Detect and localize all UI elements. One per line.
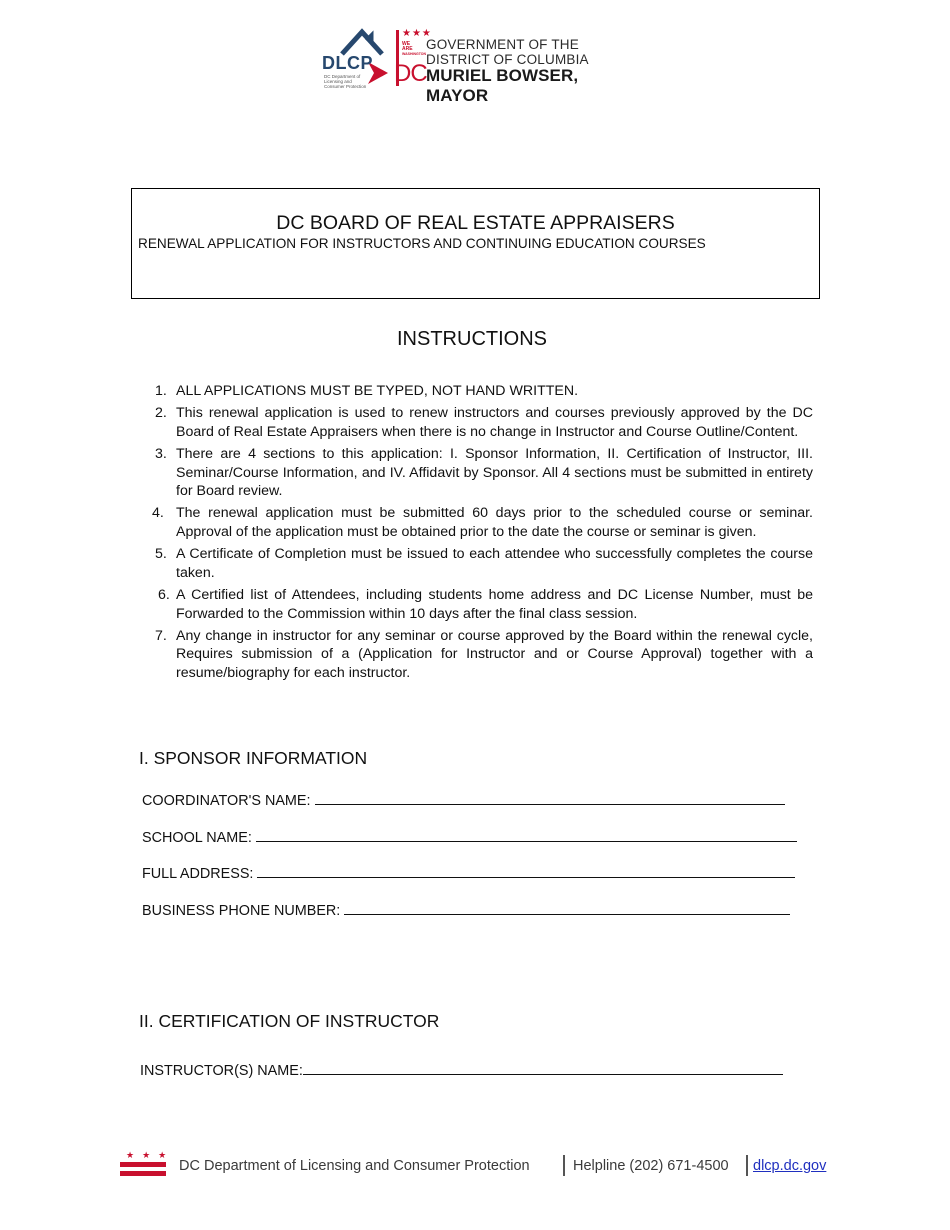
board-title: DC BOARD OF REAL ESTATE APPRAISERS (276, 212, 675, 234)
instructor-section-heading: II. CERTIFICATION OF INSTRUCTOR (139, 1011, 440, 1031)
full-address-line[interactable] (257, 863, 795, 878)
washington-text: WASHINGTON (402, 52, 427, 56)
dlcp-government-logo (322, 26, 642, 105)
title-box (131, 188, 820, 299)
flag-stars: ★★★ (126, 1150, 175, 1160)
government-line-2: DISTRICT OF COLUMBIA (426, 52, 589, 67)
footer-separator (563, 1155, 565, 1176)
item-text: Any change in instructor for any seminar or course approved by the Board within the renewal cycle, Requires submission of a (Application for Instructor and or Course Approval) together with a resume/biography for each instructor. (176, 627, 813, 681)
item-number: 5. (155, 546, 167, 563)
business-phone-field[interactable] (142, 900, 790, 919)
instructions-heading: INSTRUCTIONS (397, 328, 547, 350)
flag-bar-bottom (120, 1171, 166, 1176)
government-line-1: GOVERNMENT OF THE (426, 37, 579, 52)
item-text: A Certificate of Completion must be issued to each attendee who successfully completes the course taken. (176, 546, 813, 581)
business-phone-line[interactable] (344, 900, 790, 915)
we-are-text: WE ARE (402, 41, 413, 52)
item-number: 2. (155, 405, 167, 422)
item-number: 7. (155, 627, 167, 644)
item-text: ALL APPLICATIONS MUST BE TYPED, NOT HAND WRITTEN. (176, 383, 579, 399)
footer-website-link[interactable]: dlcp.dc.gov (753, 1158, 827, 1174)
item-number: 4. (152, 505, 164, 522)
coordinator-name-field[interactable] (142, 790, 785, 809)
dlcp-wordmark: DLCP (322, 53, 373, 73)
item-text: A Certified list of Attendees, including students home address and DC License Number, must be Forwarded to the Commission within 10 days after the final class session. (176, 586, 813, 622)
item-number: 3. (155, 445, 167, 462)
school-name-line[interactable] (256, 827, 797, 842)
dlcp-subtext: DC Department of Licensing and Consumer Protection (324, 74, 367, 89)
stars-icon: ★★★ (402, 28, 432, 39)
instruction-item (151, 382, 813, 401)
instruction-item (151, 445, 813, 501)
business-phone-label: BUSINESS PHONE NUMBER: (142, 903, 341, 919)
instruction-item (151, 545, 813, 582)
instruction-item (151, 627, 813, 683)
item-text: This renewal application is used to renew instructors and courses previously approved by the DC Board of Real Estate Appraisers when there is no change in Instructor and Course Outline/Content. (176, 405, 813, 440)
instructor-name-line[interactable] (303, 1060, 783, 1075)
item-text: The renewal application must be submitted 60 days prior to the scheduled course or seminar. Approval of the application must be obtained prior to the date the course or seminar is given. (176, 505, 813, 540)
school-name-label: SCHOOL NAME: (142, 830, 252, 846)
instruction-item (151, 586, 813, 623)
instructions-list (151, 382, 813, 686)
we-are-washington (402, 41, 427, 57)
flag-bar-top (120, 1162, 166, 1167)
coordinator-name-label: COORDINATOR'S NAME: (142, 793, 311, 809)
footer-separator (746, 1155, 748, 1176)
item-number: 1. (155, 383, 167, 399)
application-subtitle: RENEWAL APPLICATION FOR INSTRUCTORS AND CONTINUING EDUCATION COURSES (138, 236, 706, 251)
sponsor-section-heading: I. SPONSOR INFORMATION (139, 748, 368, 768)
footer-helpline: Helpline (202) 671-4500 (573, 1158, 729, 1174)
footer-department: DC Department of Licensing and Consumer Protection (179, 1158, 530, 1174)
full-address-field[interactable] (142, 863, 795, 882)
coordinator-name-line[interactable] (315, 790, 785, 805)
item-number: 6. (158, 586, 170, 603)
school-name-field[interactable] (142, 827, 797, 846)
instruction-item (151, 404, 813, 441)
mayor-line: MURIEL BOWSER, MAYOR (426, 66, 579, 105)
full-address-label: FULL ADDRESS: (142, 866, 254, 882)
instruction-item (151, 504, 813, 541)
dc-flag-icon (120, 1150, 175, 1176)
dc-mark: DC (394, 60, 427, 87)
instructor-name-label: INSTRUCTOR(S) NAME: (140, 1063, 303, 1079)
item-text: There are 4 sections to this application: I. Sponsor Information, II. Certification of Instructor, III. Seminar/Course Information, and IV. Affidavit by Sponsor. All 4 sections must be submitted in entirety for Board review. (176, 445, 813, 500)
instructor-name-field[interactable] (140, 1060, 783, 1079)
